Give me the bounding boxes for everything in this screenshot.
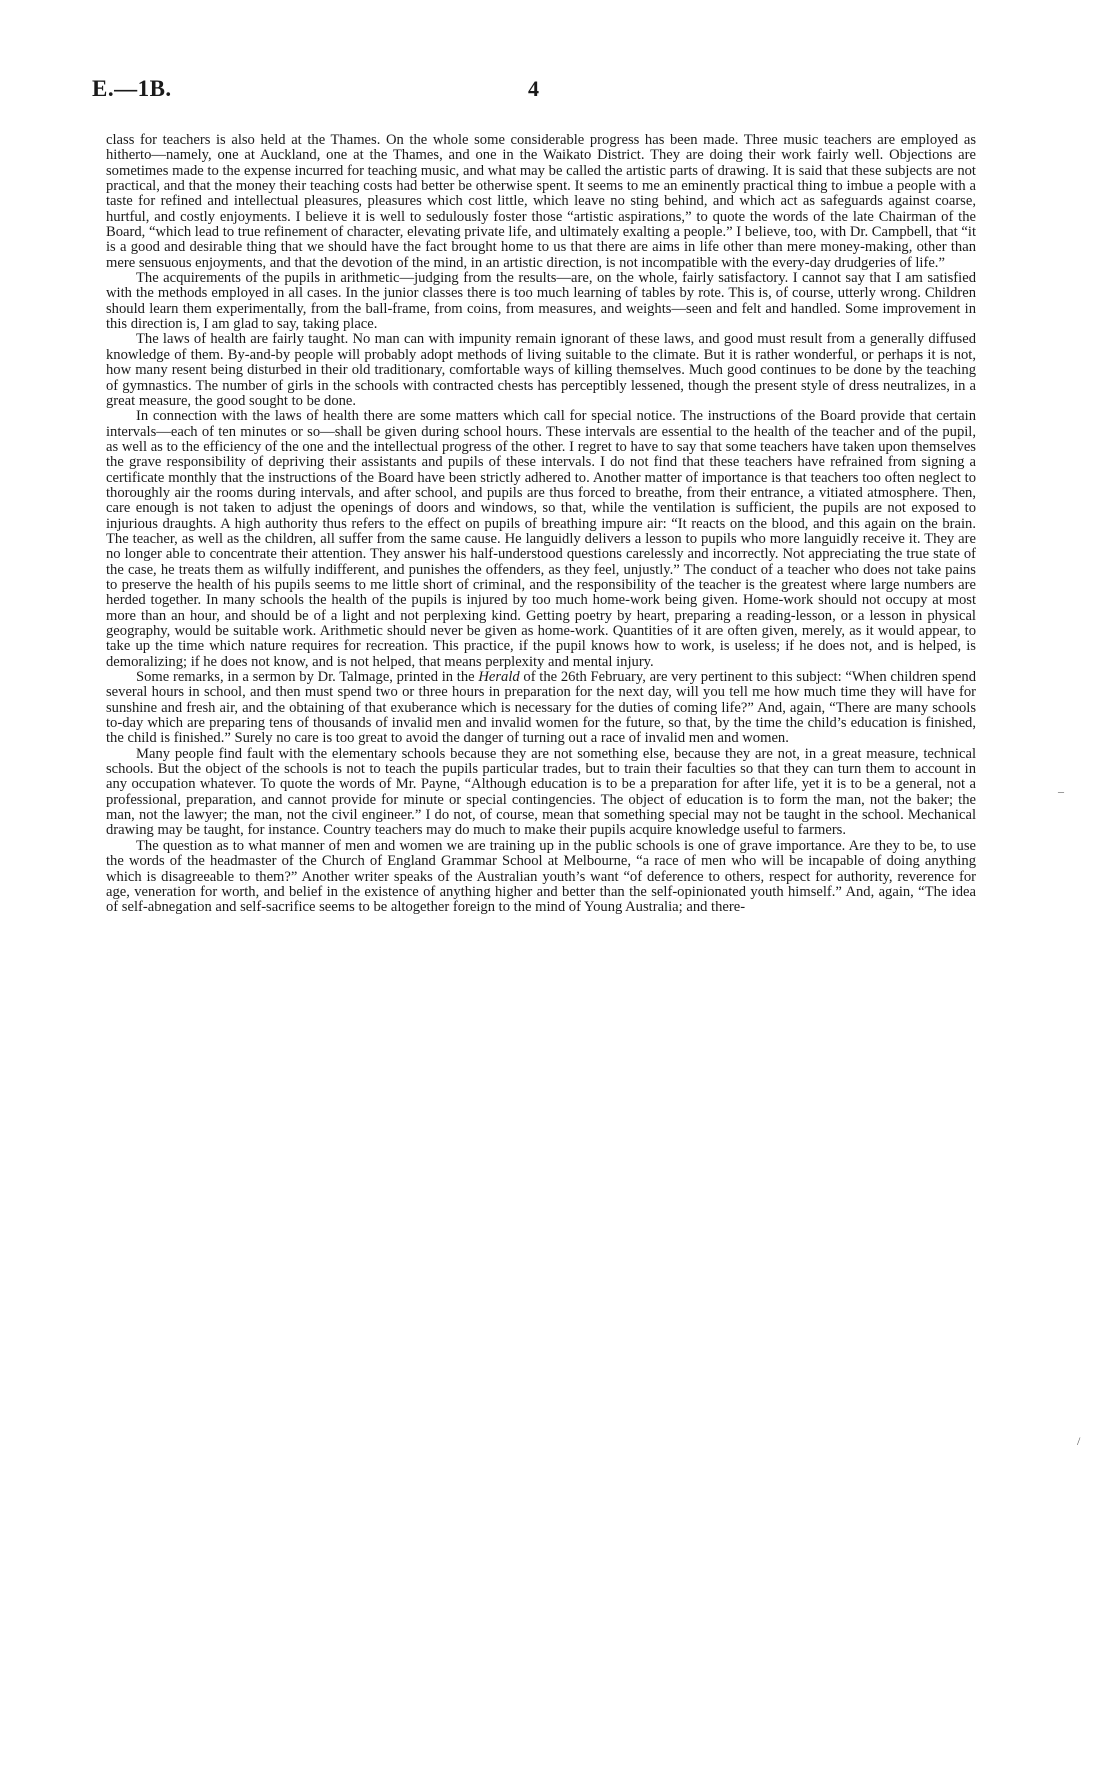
margin-dash-mark: – (1058, 784, 1064, 798)
paragraph-talmage-sermon (106, 670, 976, 747)
page-header (92, 76, 1022, 106)
paragraph-laws-of-health: The laws of health are fairly taught. No man can with impunity remain ignorant of these laws, and good must result from a generally diffused knowledge of them. By-and-by people will probably adopt methods of living suitable to the climate. But it is rather wonderful, or perhaps it is not, how many resent being disturbed in their old traditionary, comfortable ways of killing themselves. Much good continues to be done by the teaching of gymnastics. The number of girls in the schools with contracted chests has perceptibly lessened, though the present style of dress neutralizes, in a great measure, the good sought to be done. (106, 331, 976, 409)
document-reference: E.—1B. (92, 76, 172, 101)
body-text (106, 133, 976, 916)
paragraph-technical-schools: Many people find fault with the elementary schools because they are not something else, because they are not, in a great measure, technical schools. But the object of the schools is not to teach the pupils particular trades, but to train their faculties so that they can turn them to account in any occupation whatever. To quote the words of Mr. Payne, “Although education is to be a preparation for after life, yet it is to be a general, not a professional, preparation, and cannot provide for minute or special contingencies. The object of education is to form the man, not the baker; the man, not the lawyer; the man, not the civil engineer.” I do not, of course, mean that something special may not be taught in the school. Mechanical drawing may be taught, for instance. Country teachers may do much to make their pupils acquire knowledge useful to farmers. (106, 745, 976, 839)
paragraph-character-training: The question as to what manner of men and women we are training up in the public schools is one of grave importance. Are they to be, to use the words of the headmaster of the Church of England Grammar School at Melbourne, “a race of men who will be incapable of doing anything which is disagreeable to them?” Another writer speaks of the Australian youth’s want “of deference to others, respect for authority, reverence for age, veneration for worth, and belief in the existence of anything higher and better than the self-opinionated youth himself.” And, again, “The idea of self-abnegation and self-sacrifice seems to be altogether foreign to the mind of Young Australia; and there- (106, 837, 976, 916)
page-number: 4 (528, 76, 539, 101)
margin-tick-mark: / (1077, 1434, 1081, 1448)
paragraph-music-drawing: class for teachers is also held at the Thames. On the whole some considerable progress has been made. Three music teachers are employed as hitherto—namely, one at Auckland, one at the Thames, and one in the Waikato District. They are doing their work fairly well. Objections are sometimes made to the expense incurred for teaching music, and what may be called the artistic parts of drawing. It is said that these subjects are not practical, and that the money their teaching costs had better be otherwise spent. It seems to me an eminently practical thing to imbue a people with a taste for refined and intellectual pleasures, pleasures which cost little, which leave no sting behind, and which act as safeguards against coarse, hurtful, and costly enjoyments. I believe it is well to sedulously foster those “artistic aspirations,” to quote the words of the late Chairman of the Board, “which lead to true refinement of character, elevating private life, and ultimately exalting a people.” I believe, too, with Dr. Campbell, that “it is a good and desirable thing that we should have the fact brought home to us that there are aims in life other than mere money-making, other than mere sensuous enjoyments, and that the devotion of the mind, in an artistic direction, is not incompatible with the every-day drudgeries of life.” (106, 132, 976, 271)
newspaper-title: Herald (478, 669, 520, 686)
paragraph-text: of the 26th February, are very pertinent to this subject: “When children spend several hours in school, and then must spend two or three hours in preparation for the next day, will you tell me how much time they will have for sunshine and fresh air, and the obtaining of that exuberance which is necessary for the duties of coming life?” And, again, “There are many schools to-day which are preparing tens of thousands of invalid men and invalid women for the future, so that, by the time the child’s education is finished, the child is finished.” Surely no care is too great to avoid the danger of turning out a race of invalid men and women. (106, 669, 976, 747)
paragraph-intervals-ventilation: In connection with the laws of health there are some matters which call for special notice. The instructions of the Board provide that certain intervals—each of ten minutes or so—shall be given during school hours. These intervals are essential to the health of the teacher and of the pupil, as well as to the efficiency of the one and the intellectual progress of the other. I regret to have to say that some teachers have taken upon themselves the grave responsibility of depriving their assistants and pupils of these intervals. I do not find that these teachers have refrained from signing a certificate monthly that the instructions of the Board have been strictly adhered to. Another matter of importance is that teachers too often neglect to thoroughly air the rooms during intervals, and after school, and pupils are thus forced to breathe, from their entrance, a vitiated atmosphere. Then, care enough is not taken to adjust the openings of doors and windows, so that, while the ventilation is sufficient, the pupils are not exposed to injurious draughts. A high authority thus refers to the effect on pupils of breathing impure air: “It reacts on the blood, and this again on the brain. The teacher, as well as the children, all suffer from the same cause. He languidly delivers a lesson to pupils who more languidly receive it. They are no longer able to concentrate their attention. They answer his half-understood questions carelessly and incorrectly. Not appreciating the true state of the case, he treats them as wilfully indifferent, and punishes the offenders, as they feel, unjustly.” The conduct of a teacher who does not take pains to preserve the health of his pupils seems to me little short of criminal, and the responsibility of the teacher is the greatest where large numbers are herded together. In many schools the health of the pupils is injured by too much home-work being given. Home-work should not occupy at most more than an hour, and should be of a light and not perplexing kind. Getting poetry by heart, preparing a reading-lesson, or a lesson in physical geography, would be suitable work. Arithmetic should never be given as home-work. Quantities of it are often given, merely, as it would appear, to take up the time which nature requires for recreation. This practice, if the pupil knows how to work, is useless; if he does not, and is helped, is demoralizing; if he does not know, and is not helped, that means perplexity and mental injury. (106, 408, 976, 670)
paragraph-text: Some remarks, in a sermon by Dr. Talmage, printed in the (136, 669, 479, 686)
paragraph-arithmetic: The acquirements of the pupils in arithmetic—judging from the results—are, on the whole, fairly satisfactory. I cannot say that I am satisfied with the methods employed in all cases. In the junior classes there is too much learning of tables by rote. This is, of course, utterly wrong. Children should learn them experimentally, from the ball-frame, from coins, from measures, and weights—seen and felt and handled. Some improvement in this direction is, I am glad to say, taking place. (106, 270, 976, 333)
